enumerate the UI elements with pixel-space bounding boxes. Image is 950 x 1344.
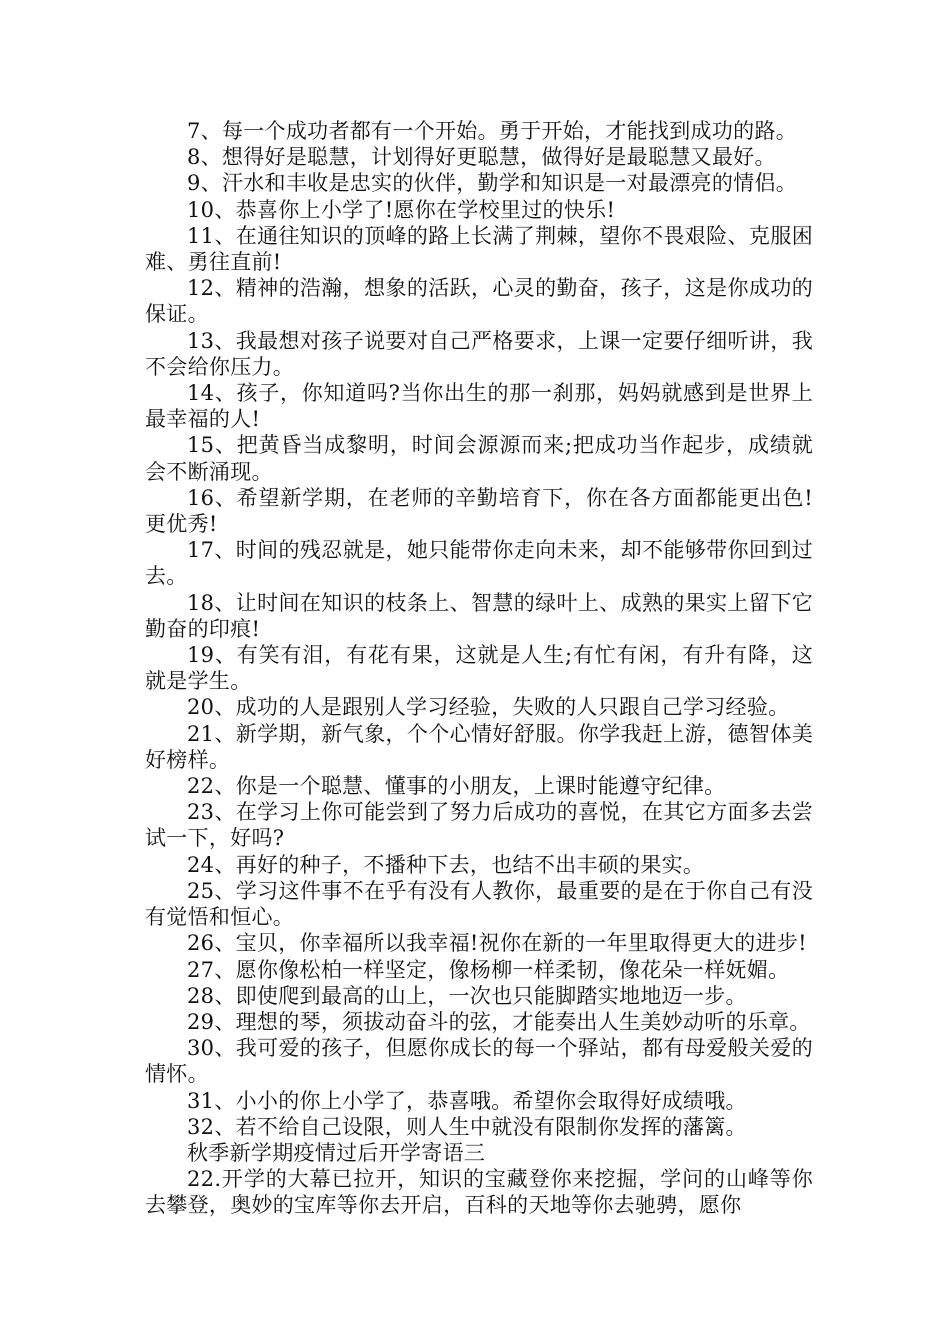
paragraph: 30、我可爱的孩子，但愿你成长的每一个驿站，都有母爱般关爱的情怀。	[145, 1036, 813, 1087]
paragraph: 12、精神的浩瀚，想象的活跃，心灵的勤奋，孩子，这是你成功的保证。	[145, 276, 813, 327]
paragraph: 16、希望新学期，在老师的辛勤培育下，你在各方面都能更出色!更优秀!	[145, 485, 813, 537]
paragraph: 18、让时间在知识的枝条上、智慧的绿叶上、成熟的果实上留下它勤奋的印痕!	[145, 590, 813, 641]
paragraph: 15、把黄昏当成黎明，时间会源源而来;把成功当作起步，成绩就会不断涌现。	[145, 433, 813, 484]
paragraph: 8、想得好是聪慧，计划得好更聪慧，做得好是最聪慧又最好。	[187, 145, 776, 170]
paragraph: 17、时间的残忍就是，她只能带你走向未来，却不能够带你回到过去。	[145, 538, 813, 589]
paragraph: 22.开学的大幕已拉开，知识的宝藏登你来挖掘，学问的山峰等你去攀登，奥妙的宝库等你去开启，百科的天地等你去驰骋，愿你	[145, 1167, 813, 1218]
section-heading: 秋季新学期疫情过后开学寄语三	[187, 1140, 486, 1165]
paragraph: 26、宝贝，你幸福所以我幸福!祝你在新的一年里取得更大的进步!	[187, 931, 807, 956]
paragraph: 27、愿你像松柏一样坚定，像杨柳一样柔韧，像花朵一样妩媚。	[187, 957, 790, 982]
paragraph: 14、孩子，你知道吗?当你出生的那一刹那，妈妈就感到是世界上最幸福的人!	[145, 381, 813, 432]
paragraph: 13、我最想对孩子说要对自己严格要求，上课一定要仔细听讲，我不会给你压力。	[145, 328, 813, 379]
paragraph: 7、每一个成功者都有一个开始。勇于开始，才能找到成功的路。	[187, 119, 798, 143]
paragraph: 20、成功的人是跟别人学习经验，失败的人只跟自己学习经验。	[187, 695, 790, 720]
document-body	[145, 118, 813, 1219]
paragraph: 10、恭喜你上小学了!愿你在学校里过的快乐!	[187, 197, 616, 222]
paragraph: 28、即使爬到最高的山上，一次也只能脚踏实地地迈一步。	[187, 983, 747, 1008]
paragraph: 29、理想的琴，须拔动奋斗的弦，才能奏出人生美妙动听的乐章。	[187, 1009, 811, 1034]
paragraph: 21、新学期，新气象，个个心情好舒服。你学我赶上游，德智体美好榜样。	[145, 721, 813, 772]
paragraph: 9、汗水和丰收是忠实的伙伴，勤学和知识是一对最漂亮的情侣。	[187, 171, 798, 196]
paragraph: 22、你是一个聪慧、懂事的小朋友，上课时能遵守纪律。	[187, 774, 726, 799]
paragraph: 23、在学习上你可能尝到了努力后成功的喜悦，在其它方面多去尝试一下，好吗?	[145, 800, 813, 851]
paragraph: 31、小小的你上小学了，恭喜哦。希望你会取得好成绩哦。	[187, 1088, 747, 1113]
paragraph: 24、再好的种子，不播种下去，也结不出丰硕的果实。	[187, 852, 705, 877]
paragraph: 25、学习这件事不在乎有没有人教你，最重要的是在于你自己有没有觉悟和恒心。	[145, 878, 813, 930]
paragraph: 32、若不给自己设限，则人生中就没有限制你发挥的藩篱。	[187, 1114, 747, 1139]
paragraph: 11、在通往知识的顶峰的路上长满了荆棘，望你不畏艰险、克服困难、勇往直前!	[145, 223, 813, 275]
paragraph: 19、有笑有泪，有花有果，这就是人生;有忙有闲，有升有降，这就是学生。	[145, 643, 813, 694]
